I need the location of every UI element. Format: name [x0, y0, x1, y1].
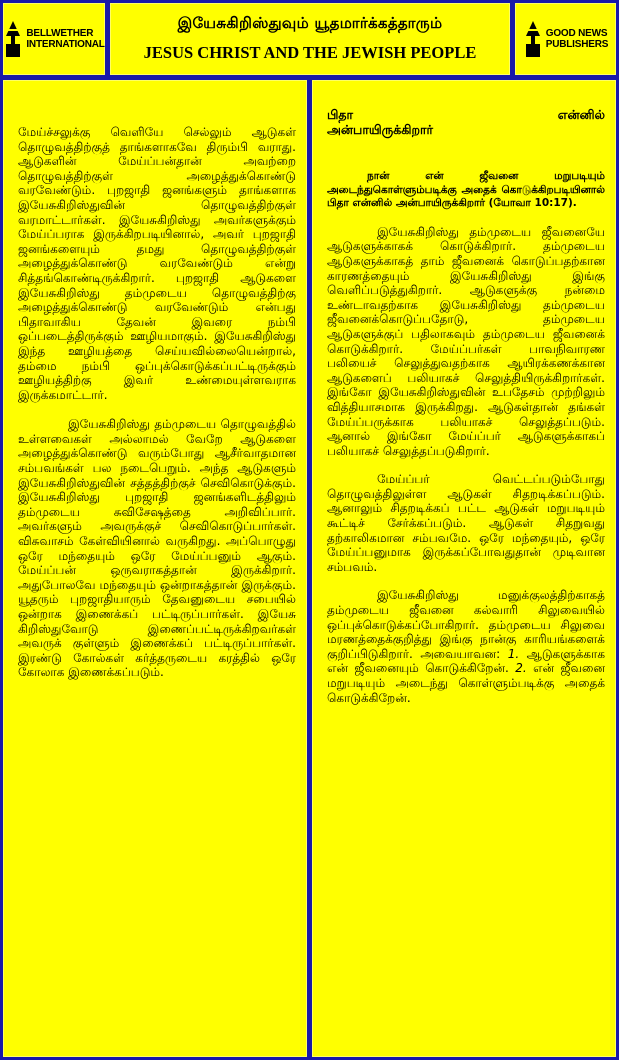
- scripture-verse: நான் என் ஜீவனை மறுபடியும் அடைந்துகொள்ளும்படிக்கு அதைக் கொடுக்கிறபடியினால் பிதா என்னில் அன்பாயிருக்கிறார் (யோவா 10:17).: [327, 170, 605, 210]
- left-paragraph-2: இயேசுகிறிஸ்து தம்முடைய தொழுவத்தில் உள்ளவைகள் அல்லாமல் வேறே ஆடுகளை அழைத்துக்கொண்டு வரும்போது ஆசீர்வாதமான சம்பவங்கள் பல நடைபெறும். அந்த ஆடுகளும் இயேசுகிறிஸ்துவின் சத்தத்திற்குச் செவிகொடுக்கும். இயேசுகிறிஸ்து புறஜாதி ஜனங்களிடத்திலும் தம்முடைய சுவிசேஷத்தை அறிவிப்பார். அவர்களும் அவருக்குச் செவிகொடுப்பார்கள். விசுவாசம் கேள்வியினால் வருகிறது. அப்பொழுது ஒரே மந்தையும் ஒரே மேய்ப்பனும் ஆகும். மேய்ப்பன் ஒருவராகத்தான் இருக்கிறார். அதுபோலவே மந்தையும் ஒன்றாகத்தான் இருக்கும். யூதரும் புறஜாதியாரும் தேவனுடைய சபையில் ஒன்றாக இணைக்கப் பட்டிருப்பார்கள். இயேசு கிறிஸ்துவோடு இணைப்பட்டிருக்கிறவர்கள் அவருக் குள்ளும் இணைக்கப் பட்டிருப்பார்கள். இரண்டு கோல்கள் கர்த்தருடைய கரத்தில் ஒரே கோலாக இணைக்கப்படும்.: [18, 417, 296, 680]
- heading-line-2: அன்பாயிருக்கிறார்: [327, 122, 434, 137]
- bellwether-line2: INTERNATIONAL: [26, 39, 105, 50]
- list-item-2: என் ஜீவனை மறுபடியும் அடைந்து கொள்ளும்படிக்கு அதைக் கொடுக்கிறேன்.: [327, 661, 605, 705]
- left-paragraph-1: மேய்ச்சலுக்கு வெளியே செல்லும் ஆடுகள் தொழுவத்திற்குத் தாங்களாகவே திரும்பி வராது. ஆடுகளின் மேய்ப்பன்தான் அவற்றை தொழுவத்திற்குள் அழைத்துக்கொண்டு வரவேண்டும். புறஜாதி ஜனங்களும் தாங்களாக இயேசுகிறிஸ்துவின் தொழுவத்திற்குள் வரமாட்டார்கள். இயேசுகிறிஸ்து அவர்களுக்கும் மேய்ப்பராக இருக்கிறபடியினால், அவர் புறஜாதி ஜனங்களையும் தமது தொழுவத்திற்குள் அழைத்துக்கொண்டு வரவேண்டும் என்று சித்தங்கொண்டிருக்கிறார். புறஜாதி ஆடுகளை இயேசுகிறிஸ்து தம்முடைய தொழுவத்திற்கு அழைத்துக்கொண்டு வரவேண்டும் என்பது பிதாவாகிய தேவன் இவரை நம்பி ஒப்படைத்திருக்கும் ஊழியமாகும். இயேசுகிறிஸ்து இந்த ஊழியத்தை செய்யவில்லையென்றால், தம்மை நம்பி ஒப்புக்கொடுக்கப்பட்டிருக்கும் ஊழியத்திற்கு இவர் உண்மையுள்ளவராக இருக்கமாட்டார்.: [18, 125, 296, 402]
- list-item-1: ஆடுகளுக்காக என் ஜீவனையும் கொடுக்கிறேன்.: [327, 646, 605, 676]
- page-header: [110, 3, 510, 75]
- list-number-2: 2.: [515, 661, 527, 676]
- heading-word-2: என்னில்: [557, 107, 605, 122]
- heading-word-1: பிதா: [327, 107, 354, 122]
- section-heading: [327, 107, 605, 137]
- good-news-logo: [515, 3, 616, 75]
- good-news-book-icon: [523, 18, 543, 60]
- bellwether-ram-icon: [3, 18, 23, 60]
- good-news-line2: PUBLISHERS: [545, 39, 609, 50]
- right-paragraph-1: இயேசுகிறிஸ்து தம்முடைய ஜீவனையே ஆடுகளுக்காகக் கொடுக்கிறார். தம்முடைய ஆடுகளுக்காகத் தாம் ஜீவனைக் கொடுப்பதற்கான காரணத்தையும் இயேசுகிறிஸ்து இங்கு வெளிப்படுத்துகிறார். ஆடுகளுக்கு நன்மை உண்டாவதற்காக இயேசுகிறிஸ்து தம்முடைய ஜீவனைக்கொடுப்பதோடு, தம்முடைய ஆடுகளுக்குப் பதிலாகவும் தம்முடைய ஜீவனைக் கொடுக்கிறார். மேய்ப்பர்கள் பாவநிவாரண பலியைச் செலுத்துவதற்காக ஆயிரக்கணக்கான ஆடுகளைப் பலியாகச் செலுத்தியிருக்கிறார்கள். இங்கோ இயேசுகிறிஸ்துவின் உபதேசம் முற்றிலும் வித்தியாசமாக இருக்கிறது. ஆடுகள்தான் தங்கள் மேய்ப்பருக்காக பலியாகச் செலுத்தப்படும். ஆனால் இங்கோ மேய்ப்பர் ஆடுகளுக்காகப் பலியாகச் செலுத்தப்படுகிறார்.: [327, 224, 605, 458]
- tamil-title: இயேசுகிறிஸ்துவும் யூதமார்க்கத்தாரும்: [177, 14, 443, 32]
- right-paragraph-3: [327, 588, 605, 705]
- good-news-line1: GOOD NEWS: [545, 28, 608, 39]
- right-paragraph-3-main: இயேசுகிறிஸ்து மனுக்குலத்திற்காகத் தம்முடைய ஜீவனை கல்வாரி சிலுவையில் ஒப்புக்கொடுக்கப்போகிறார். தம்முடைய சிலுவை மரணத்தைக்குறித்து இங்கு நான்கு காரியங்களைக் குறிப்பிடுகிறார். அவையாவன:: [327, 588, 605, 661]
- bellwether-logo: [3, 3, 105, 75]
- left-column: [3, 80, 307, 1057]
- right-paragraph-2: மேய்ப்பர் வெட்டப்படும்போது தொழுவத்திலுள்ள ஆடுகள் சிதறடிக்கப்படும். ஆனாலும் சிதறடிக்கப் பட்ட ஆடுகள் மறுபடியும் கூட்டிச் சேர்க்கப்படும். ஆடுகள் சிதறுவது தற்காலிகமான சம்பவமே. ஒரே மந்தையும், ஒரே மேய்ப்பனுமாக இருக்கப்போவதுதான் முடிவான சம்பவம்.: [327, 472, 605, 574]
- english-title: JESUS CHRIST AND THE JEWISH PEOPLE: [143, 43, 477, 62]
- right-column: [312, 80, 616, 1057]
- list-number-1: 1.: [507, 646, 520, 661]
- bellwether-line1: BELLWETHER: [26, 28, 94, 39]
